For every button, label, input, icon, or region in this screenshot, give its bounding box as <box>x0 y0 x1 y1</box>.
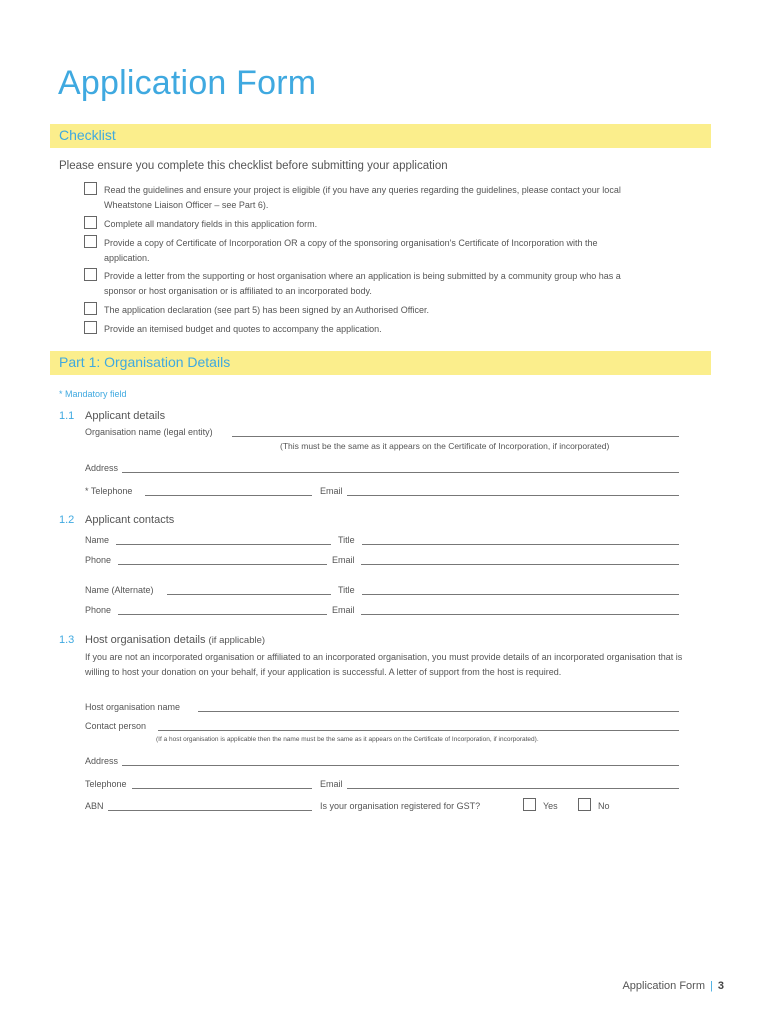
contact-person-field[interactable] <box>158 730 679 731</box>
section-title-host-organisation <box>85 634 265 646</box>
gst-question: Is your organisation registered for GST? <box>320 801 481 811</box>
section-number: 1.1 <box>59 410 75 422</box>
email-label: Email <box>320 486 343 496</box>
org-name-label: Organisation name (legal entity) <box>85 427 213 437</box>
abn-label: ABN <box>85 801 104 811</box>
footer-label: Application Form <box>622 980 706 992</box>
host-email-field[interactable] <box>347 788 679 789</box>
checklist-checkbox[interactable] <box>84 268 97 281</box>
checklist-item-text: Read the guidelines and ensure your project is eligible (if you have any queries regarding the guidelines, please contact your local Wheatstone Liaison Officer – see Part 6). <box>104 185 621 210</box>
contact-name-label: Name <box>85 535 110 545</box>
contact-email-label: Email <box>332 555 355 565</box>
checklist-intro: Please ensure you complete this checklist before submitting your application <box>59 160 448 172</box>
checklist-checkbox[interactable] <box>84 235 97 248</box>
gst-no-label: No <box>598 801 610 811</box>
address-label: Address <box>85 463 119 473</box>
host-name-label: Host organisation name <box>85 702 181 712</box>
contact-person-label: Contact person <box>85 721 147 731</box>
org-name-field[interactable] <box>232 436 679 437</box>
checklist-checkbox[interactable] <box>84 321 97 334</box>
alt-title-field[interactable] <box>362 594 679 595</box>
checklist-item-text: Provide an itemised budget and quotes to accompany the application. <box>104 324 382 334</box>
gst-no-checkbox[interactable] <box>578 798 591 811</box>
contact-title-label: Title <box>338 535 355 545</box>
host-name-field[interactable] <box>198 711 679 712</box>
page-number: 3 <box>717 980 724 992</box>
part1-header-band <box>50 351 711 375</box>
alt-name-field[interactable] <box>167 594 331 595</box>
alt-email-field[interactable] <box>361 614 679 615</box>
checklist-item-text: Complete all mandatory fields in this application form. <box>104 219 318 229</box>
host-telephone-label: Telephone <box>85 779 127 789</box>
mandatory-field-note: * Mandatory field <box>59 389 127 399</box>
alt-name-label: Name (Alternate) <box>85 585 154 595</box>
address-field[interactable] <box>122 472 679 473</box>
alt-email-label: Email <box>332 605 355 615</box>
alt-phone-field[interactable] <box>118 614 327 615</box>
contact-name-field[interactable] <box>116 544 331 545</box>
alt-title-label: Title <box>338 585 355 595</box>
contact-title-field[interactable] <box>362 544 679 545</box>
contact-phone-label: Phone <box>85 555 112 565</box>
telephone-field[interactable] <box>145 495 312 496</box>
footer-separator: | <box>710 980 713 992</box>
section-title-applicant-details: Applicant details <box>85 410 166 422</box>
host-section-title-suffix: (if applicable) <box>208 635 266 646</box>
host-address-label: Address <box>85 756 119 766</box>
host-paragraph: If you are not an incorporated organisation or affiliated to an incorporated organisation, you must provide details of an incorporated organisation that is willing to host your donation on your behalf, if your application is successful. A letter of support from the host is required. <box>85 652 683 677</box>
checklist-item-text: Provide a letter from the supporting or host organisation where an application is being submitted by a community group who has a sponsor or host organisation or is affiliated to an incorporated body. <box>104 271 621 296</box>
contact-person-note: (If a host organisation is applicable then the name must be the same as it appears on the Certificate of Incorporation, if incorporated). <box>156 736 539 743</box>
alt-phone-label: Phone <box>85 605 112 615</box>
checklist-heading: Checklist <box>59 127 116 143</box>
host-section-title: Host organisation details <box>85 634 206 646</box>
gst-yes-checkbox[interactable] <box>523 798 536 811</box>
gst-yes-label: Yes <box>543 801 558 811</box>
host-address-field[interactable] <box>122 765 679 766</box>
contact-phone-field[interactable] <box>118 564 327 565</box>
checklist-checkbox[interactable] <box>84 182 97 195</box>
checklist-item-text: Provide a copy of Certificate of Incorporation OR a copy of the sponsoring organisation's Certificate of Incorporation with the application. <box>104 238 598 263</box>
org-name-note: (This must be the same as it appears on the Certificate of Incorporation, if incorporated) <box>280 441 610 451</box>
host-telephone-field[interactable] <box>132 788 312 789</box>
section-title-applicant-contacts: Applicant contacts <box>85 514 175 526</box>
part1-heading: Part 1: Organisation Details <box>59 354 231 370</box>
email-field[interactable] <box>347 495 679 496</box>
section-number: 1.3 <box>59 634 75 646</box>
host-email-label: Email <box>320 779 343 789</box>
page-title: Application Form <box>58 64 317 102</box>
abn-field[interactable] <box>108 810 312 811</box>
checklist-checkbox[interactable] <box>84 302 97 315</box>
contact-email-field[interactable] <box>361 564 679 565</box>
page-footer <box>622 980 724 992</box>
section-number: 1.2 <box>59 514 75 526</box>
telephone-label: * Telephone <box>85 486 133 496</box>
checklist-checkbox[interactable] <box>84 216 97 229</box>
checklist-item-text: The application declaration (see part 5) has been signed by an Authorised Officer. <box>104 305 430 315</box>
checklist-header-band <box>50 124 711 148</box>
